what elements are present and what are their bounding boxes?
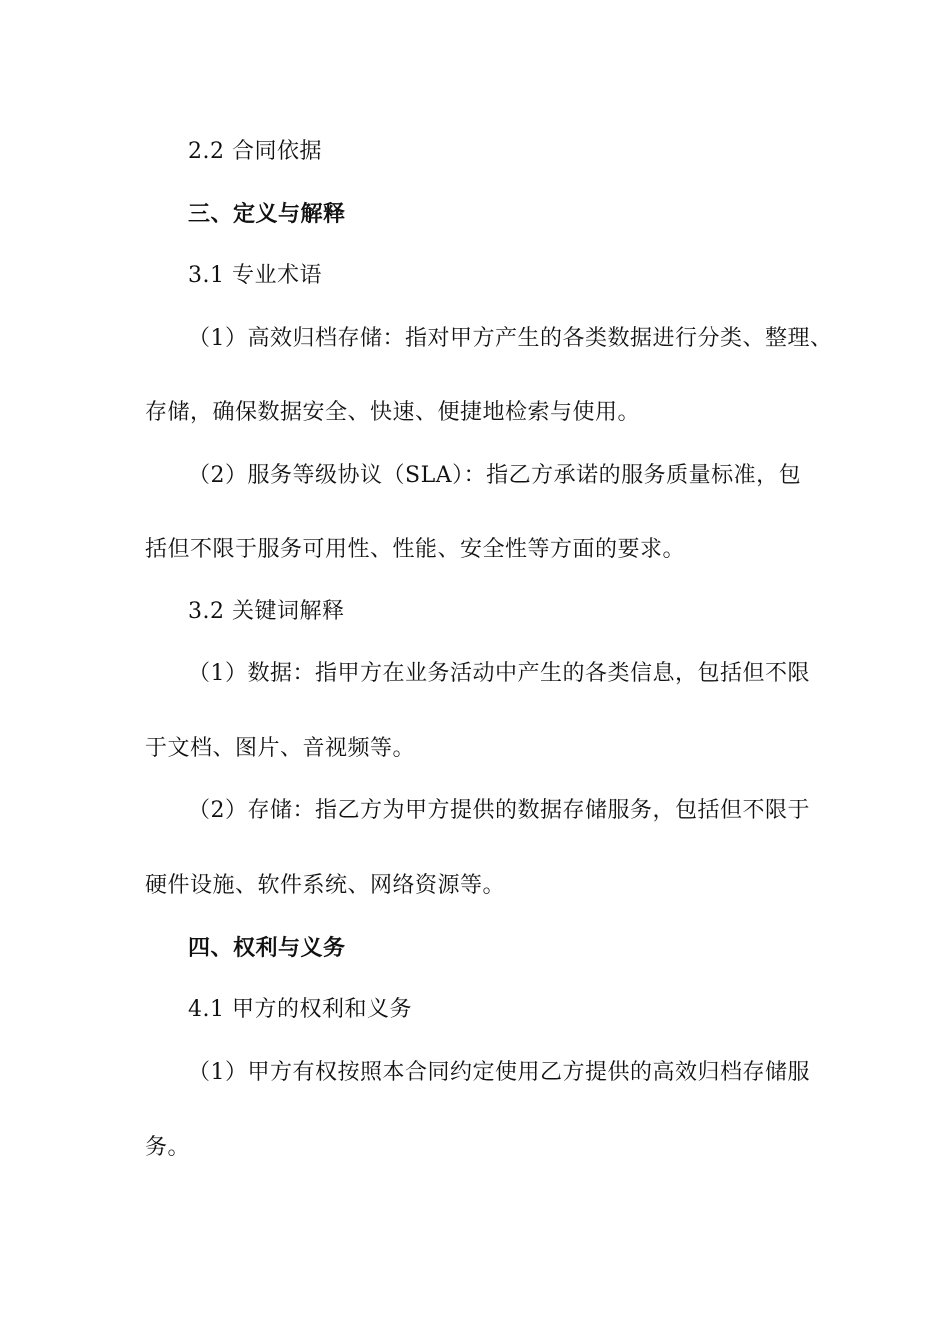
right-1-line-2: 务。 xyxy=(145,1135,191,1160)
section-3-1-heading: 3.1 专业术语 xyxy=(188,263,322,288)
keyword-2-line-2: 硬件设施、软件系统、网络资源等。 xyxy=(145,873,506,898)
keyword-1-line-2: 于文档、图片、音视频等。 xyxy=(145,736,416,761)
term-2-line-2: 括但不限于服务可用性、性能、安全性等方面的要求。 xyxy=(145,537,686,562)
term-2-line-1: （2）服务等级协议（SLA）：指乙方承诺的服务质量标准，包 xyxy=(188,463,802,488)
chapter-4-heading: 四、权利与义务 xyxy=(188,935,346,961)
right-1-line-1: （1）甲方有权按照本合同约定使用乙方提供的高效归档存储服 xyxy=(188,1060,810,1085)
section-2-2-heading: 2.2 合同依据 xyxy=(188,139,322,164)
section-4-1-heading: 4.1 甲方的权利和义务 xyxy=(188,997,412,1022)
keyword-1-line-1: （1）数据：指甲方在业务活动中产生的各类信息，包括但不限 xyxy=(188,661,810,686)
term-1-line-2: 存储，确保数据安全、快速、便捷地检索与使用。 xyxy=(145,400,641,425)
term-1-line-1: （1）高效归档存储：指对甲方产生的各类数据进行分类、整理、 xyxy=(188,326,833,351)
section-3-2-heading: 3.2 关键词解释 xyxy=(188,599,345,624)
chapter-3-heading: 三、定义与解释 xyxy=(188,201,346,227)
keyword-2-line-1: （2）存储：指乙方为甲方提供的数据存储服务，包括但不限于 xyxy=(188,798,810,823)
